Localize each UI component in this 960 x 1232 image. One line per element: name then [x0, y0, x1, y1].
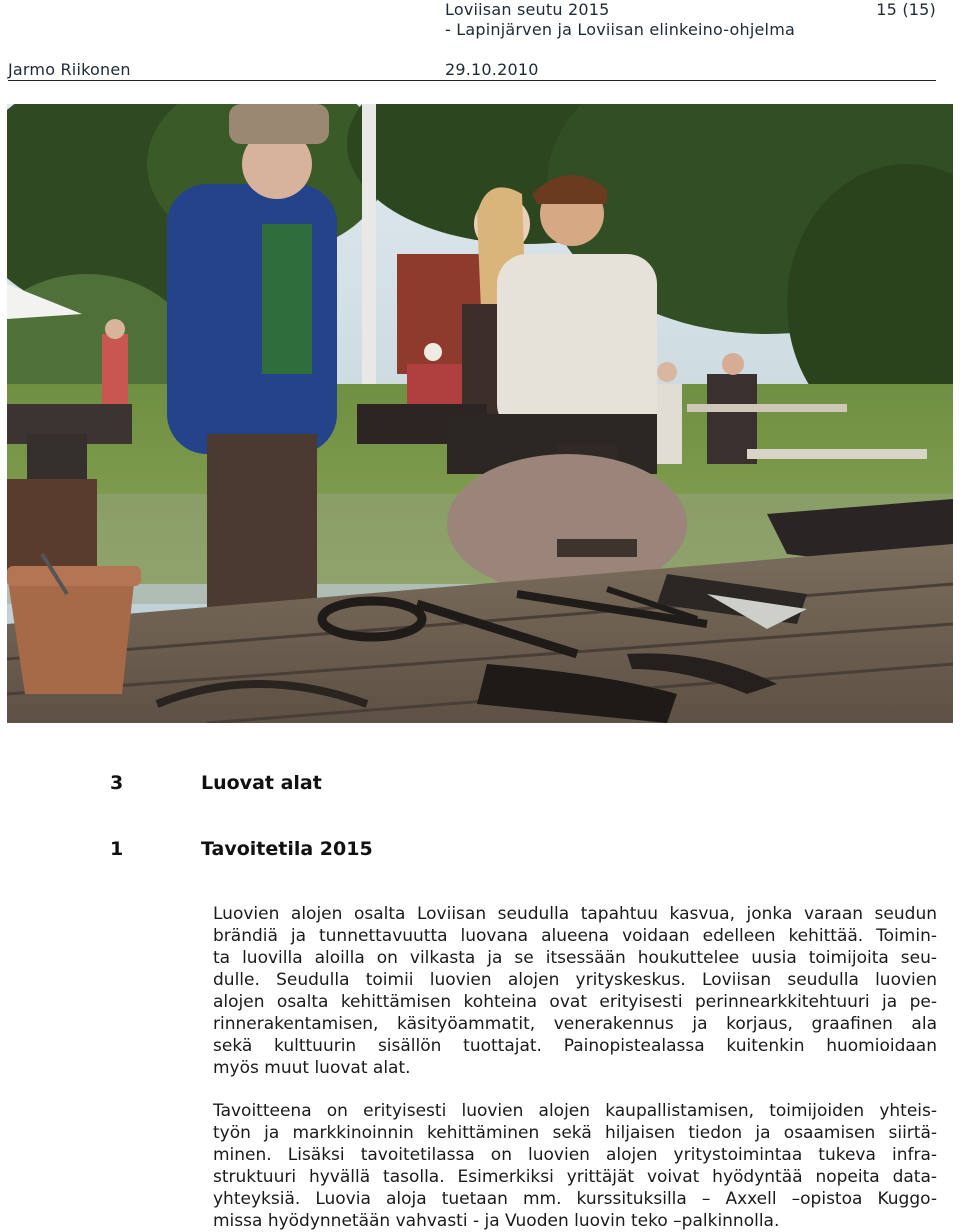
paragraph-line: yhteyksiä. Luovia aloja tuetaan mm. kurssituksilla – Axxell –opistoa Kuggo-: [213, 1189, 937, 1209]
paragraph-line: myös muut luovat alat.: [213, 1058, 411, 1078]
header-date: 29.10.2010: [445, 60, 539, 79]
subsection-number: 1: [110, 838, 124, 860]
paragraph-line: alojen osalta kehittämisen kohteina ovat erityisesti perinnearkkitehtuuri ja pe-: [213, 992, 937, 1012]
paragraph-line: brändiä ja tunnettavuutta luovana alueena voidaan edelleen kehittää. Toimin-: [213, 926, 937, 946]
header-author: Jarmo Riikonen: [8, 60, 131, 79]
paragraph-line: Luovien alojen osalta Loviisan seudulla tapahtuu kasvua, jonka varaan seudun: [213, 904, 937, 924]
paragraph-line: sekä kulttuurin sisällön tuottajat. Painopistealassa kuitenkin huomioidaan: [213, 1036, 937, 1056]
paragraph-objectives: [213, 1100, 937, 1232]
section-title: Luovat alat: [201, 772, 322, 794]
paragraph-line: missa hyödynnetään vahvasti - ja Vuoden luovin teko –palkinnolla.: [213, 1211, 780, 1231]
page-number: 15 (15): [876, 0, 936, 19]
paragraph-line: ta luovilla aloilla on vilkasta ja se itsessään houkuttelee uusia toimijoita seu-: [213, 948, 937, 968]
paragraph-line: minen. Lisäksi tavoitetilassa on luovien alojen yritystoimintaa tukeva infra-: [213, 1145, 937, 1165]
paragraph-line: struktuuri hyvällä tasolla. Esimerkiksi yrittäjät voivat hyödyntää nopeita data-: [213, 1167, 937, 1187]
header-title: Loviisan seutu 2015: [445, 0, 610, 19]
section-number: 3: [110, 772, 124, 794]
subsection-title: Tavoitetila 2015: [201, 838, 373, 860]
paragraph-line: Tavoitteena on erityisesti luovien alojen kaupallistamisen, toimijoiden yhteis-: [213, 1101, 937, 1121]
header-divider: [8, 80, 936, 81]
paragraph-line: rinnerakentamisen, käsityöammatit, venerakennus ja korjaus, graafinen ala: [213, 1014, 937, 1034]
paragraph-line: dulle. Seudulla toimii luovien alojen yrityskeskus. Loviisan seudulla luovien: [213, 970, 937, 990]
header-subtitle: - Lapinjärven ja Loviisan elinkeino-ohjelma: [445, 20, 795, 39]
blacksmith-photo: [7, 104, 953, 723]
paragraph-line: työn ja markkinoinnin kehittäminen sekä hiljaisen tiedon ja osaamisen siirtä-: [213, 1123, 937, 1143]
paragraph-goal-state: [213, 903, 937, 1079]
